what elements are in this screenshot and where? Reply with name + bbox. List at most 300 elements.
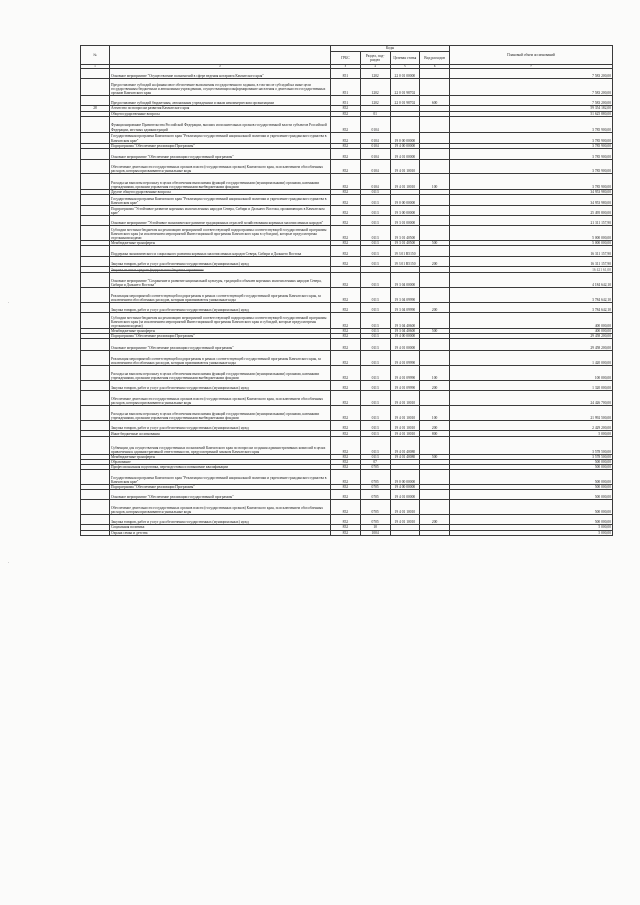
table-row — [81, 470, 613, 485]
table-row — [81, 194, 613, 205]
row-sum: 29 458 200,00 — [450, 339, 613, 351]
row-target: 19 3 04 09990 — [390, 287, 420, 302]
row-name — [110, 312, 331, 328]
row-exp-type: 200 — [420, 515, 450, 525]
row-grbs: 852 — [331, 159, 361, 173]
row-name-text: Межбюджетные трансферты — [111, 328, 155, 333]
row-name-text: Расходы на выплаты персоналу в целях обеспечения выполнения функций государственными (муниципальными) органами, казенными учреждениями, органами управления государственными внебюджетными фондами — [111, 371, 320, 380]
row-target: 19 4 01 10010 — [390, 431, 420, 437]
row-name-text: Закупка из иных средств федерального бюджета ограничено — [111, 267, 204, 272]
row-grbs: 852 — [331, 215, 361, 225]
row-section: 0113 — [360, 381, 390, 391]
row-exp-type: 500 — [420, 240, 450, 245]
row-section: 0705 — [360, 500, 390, 515]
row-target: 19 0 00 00000 — [390, 470, 420, 485]
row-grbs: 852 — [331, 431, 361, 437]
row-sum: 29 458 200,00 — [450, 333, 613, 338]
row-name-text: Основное мероприятие "Осуществление полномочий в сфере ведения нотариата Камчатского края" — [111, 74, 264, 79]
header-grbs: ГРБС — [331, 52, 361, 65]
row-target: 22 0 01 98702 — [390, 96, 420, 106]
row-name-text: Предоставление субсидий на финансовое обеспечение выполнения государственного задания, в том числе субсидий на иные цели государственным бюджетным и автономным учреждениям, осуществляющим информирование населения о деятельности государственных органов Камчатского края — [111, 83, 326, 96]
row-name — [110, 148, 331, 159]
row-target: 19 3 04 09990 — [390, 302, 420, 312]
row-name — [110, 173, 331, 189]
row-name — [110, 437, 331, 455]
row-target: 19 3 01 R5150 — [390, 245, 420, 256]
row-exp-type — [420, 194, 450, 205]
row-name-text: Функционирование Правительства Российской Федерации, высших исполнительных органов государственной власти субъектов Российской Федерации, местных администраций — [111, 123, 327, 132]
table-row — [81, 245, 613, 256]
row-target: 19 4 00 00000 — [390, 485, 420, 490]
row-name-text: Закупка товаров, работ и услуг для обеспечения государственных (муниципальных) нужд — [111, 385, 249, 390]
row-sum: 100 000,00 — [450, 366, 613, 381]
row-target: 19 4 01 00000 — [390, 490, 420, 500]
row-number — [81, 256, 110, 266]
row-exp-type — [420, 437, 450, 455]
scan-mark: · — [8, 560, 10, 565]
row-target: 22 0 01 00000 — [390, 69, 420, 79]
row-sum: 3 785 900,00 — [450, 148, 613, 159]
row-name — [110, 339, 331, 351]
row-grbs: 852 — [331, 173, 361, 189]
header-codes-group: Коды — [331, 46, 450, 52]
row-target: 19 4 00 00000 — [390, 143, 420, 148]
row-grbs: 852 — [331, 437, 361, 455]
row-name — [110, 194, 331, 205]
row-name — [110, 302, 331, 312]
row-sum: 3 785 900,00 — [450, 159, 613, 173]
row-grbs: 852 — [331, 225, 361, 240]
row-name-text: Агентство по вопросам развития Камчатского края — [111, 106, 190, 111]
row-grbs: 852 — [331, 500, 361, 515]
row-sum: 5 000,00 — [450, 431, 613, 437]
row-exp-type — [420, 312, 450, 328]
row-sum: 34 953 980,00 — [450, 189, 613, 194]
row-name-text: Поддержка экономического и социального развития коренных малочисленных народов Севера, Сибири и Дальнего Востока — [111, 251, 302, 256]
index-cell: 5 — [390, 65, 420, 69]
row-name — [110, 245, 331, 256]
row-number — [81, 287, 110, 302]
row-name-text: Иные бюджетные ассигнования — [111, 431, 160, 436]
row-exp-type — [420, 79, 450, 96]
row-grbs: 852 — [331, 132, 361, 143]
row-section: 0113 — [360, 205, 390, 215]
row-number — [81, 245, 110, 256]
row-grbs: 852 — [331, 485, 361, 490]
row-grbs: 852 — [331, 205, 361, 215]
row-exp-type — [420, 351, 450, 366]
row-section: 1202 — [360, 69, 390, 79]
row-name — [110, 366, 331, 381]
row-section: 0113 — [360, 421, 390, 431]
row-name — [110, 490, 331, 500]
row-exp-type: 200 — [420, 421, 450, 431]
row-exp-type — [420, 339, 450, 351]
row-target — [390, 530, 420, 535]
row-number — [81, 302, 110, 312]
row-target: 19 3 01 40500 — [390, 225, 420, 240]
index-cell: 7 — [450, 65, 613, 69]
row-exp-type: 200 — [420, 302, 450, 312]
row-name-text: Основное мероприятие "Сохранение и развитие национальной культуры, традиций и обычаев коренных малочисленных народов Севера, Сибири и Дальнего Востока" — [111, 278, 322, 287]
table-row — [81, 381, 613, 391]
table-row — [81, 132, 613, 143]
row-name — [110, 391, 331, 406]
row-section: 07 — [360, 460, 390, 465]
row-name-text: Закупка товаров, работ и услуг для обеспечения государственных (муниципальных) нужд — [111, 307, 249, 312]
table-row — [81, 312, 613, 328]
header-exp-type: Вид расходов — [420, 52, 450, 65]
row-target: 19 4 01 10010 — [390, 515, 420, 525]
header-section: Раздел, под-раздел — [360, 52, 390, 65]
row-name-text: Межбюджетные трансферты — [111, 240, 155, 245]
row-sum: 24 426 700,00 — [450, 391, 613, 406]
row-sum: 16 311 157,90 — [450, 245, 613, 256]
row-exp-type — [420, 470, 450, 485]
table-row — [81, 515, 613, 525]
row-sum: 3 578 500,00 — [450, 437, 613, 455]
row-exp-type: 500 — [420, 455, 450, 460]
row-sum: 5 000 000,00 — [450, 240, 613, 245]
row-sum: 500 000,00 — [450, 485, 613, 490]
row-exp-type — [420, 215, 450, 225]
row-sum: 5 000,00 — [450, 525, 613, 530]
header-no: № — [81, 46, 110, 65]
row-grbs: 852 — [331, 116, 361, 132]
row-sum: 1 420 000,00 — [450, 351, 613, 366]
header-target: Целевая статья — [390, 52, 420, 65]
table-row — [81, 490, 613, 500]
row-target: 19 4 01 10010 — [390, 391, 420, 406]
index-cell: 4 — [360, 65, 390, 69]
row-section: 0113 — [360, 406, 390, 421]
table-row — [81, 339, 613, 351]
row-sum: 3 785 900,00 — [450, 132, 613, 143]
row-exp-type — [420, 391, 450, 406]
row-target: 19 3 00 00000 — [390, 205, 420, 215]
row-exp-type: 100 — [420, 406, 450, 421]
row-sum: 400 000,00 — [450, 328, 613, 333]
row-name-text: Закупка товаров, работ и услуг для обеспечения государственных (муниципальных) нужд — [111, 425, 249, 430]
table-row — [81, 366, 613, 381]
row-grbs: 852 — [331, 421, 361, 431]
row-number — [81, 530, 110, 535]
row-target — [390, 116, 420, 132]
row-section: 0104 — [360, 116, 390, 132]
row-sum: 500 000,00 — [450, 465, 613, 470]
row-exp-type: 200 — [420, 256, 450, 266]
row-sum: 3 578 500,00 — [450, 455, 613, 460]
row-section: 0113 — [360, 215, 390, 225]
row-grbs: 852 — [331, 287, 361, 302]
table-row — [81, 256, 613, 266]
table-row — [81, 351, 613, 366]
row-number — [81, 272, 110, 287]
row-sum: 34 953 980,00 — [450, 194, 613, 205]
row-name — [110, 69, 331, 79]
row-grbs: 852 — [331, 525, 361, 530]
row-target: 19 3 01 R5150 — [390, 256, 420, 266]
table-row — [81, 421, 613, 431]
row-number — [81, 339, 110, 351]
row-grbs: 852 — [331, 455, 361, 460]
row-section: 0113 — [360, 302, 390, 312]
row-sum: 21 992 500,00 — [450, 406, 613, 421]
row-grbs: 852 — [331, 460, 361, 465]
row-grbs: 852 — [331, 240, 361, 245]
table-row — [81, 148, 613, 159]
row-exp-type — [420, 530, 450, 535]
row-name — [110, 351, 331, 366]
row-grbs: 852 — [331, 312, 361, 328]
row-sum: 2 429 200,00 — [450, 421, 613, 431]
row-name-text: Общегосударственные вопросы — [111, 111, 160, 116]
row-section: 0113 — [360, 256, 390, 266]
row-name-text: Субсидии местным бюджетам на реализацию мероприятий соответствующей подпрограммы соответствующей государственной программы Камчатского края (за исключением мероприятий Инвестиционной программы Камчатского края и субсидий, которые предусмотрены отдельными кодами) — [111, 315, 327, 328]
row-name-text: Основное мероприятие "Обеспечение реализации государственной программы" — [111, 495, 234, 500]
row-target: 19 4 01 09990 — [390, 381, 420, 391]
row-sum: 51 625 880,00 — [450, 111, 613, 116]
row-name-text: Основное мероприятие "Устойчивое экономическое развитие традиционных отраслей хозяйствования коренных малочисленных народов" — [111, 220, 324, 225]
row-sum: 1 320 000,00 — [450, 381, 613, 391]
row-grbs: 852 — [331, 406, 361, 421]
row-number — [81, 312, 110, 328]
row-name — [110, 515, 331, 525]
table-row — [81, 225, 613, 240]
row-target: 19 3 04 40600 — [390, 312, 420, 328]
row-section: 0113 — [360, 194, 390, 205]
row-name — [110, 500, 331, 515]
row-name-text: Профессиональная подготовка, переподготовка и повышение квалификации — [111, 465, 228, 470]
row-target: 19 4 01 09990 — [390, 351, 420, 366]
row-grbs: 852 — [331, 339, 361, 351]
row-section: 0113 — [360, 366, 390, 381]
row-grbs: 852 — [331, 351, 361, 366]
row-name-text: Обеспечение деятельности государственных органов власти (государственных органов) Камчатского края, за исключением обособленных расходов, которым присваиваются уникальные коды — [111, 506, 324, 515]
row-name-text: Подпрограмма "Устойчивое развитие коренных малочисленных народов Севера, Сибири и Дальнего Востока, проживающих в Камчатском крае" — [111, 206, 325, 215]
row-name-text: Охрана семьи и детства — [111, 530, 148, 535]
row-number — [81, 132, 110, 143]
row-target: 19 4 01 10010 — [390, 421, 420, 431]
table-row — [81, 69, 613, 79]
row-sum: 5 000 000,00 — [450, 225, 613, 240]
row-sum: 3 785 900,00 — [450, 143, 613, 148]
row-exp-type: 600 — [420, 96, 450, 106]
row-sum: 500 000,00 — [450, 460, 613, 465]
row-number — [81, 406, 110, 421]
header-sum: Плановый объем ассигнований — [450, 46, 613, 65]
table-row — [81, 500, 613, 515]
row-target: 19 3 01 40500 — [390, 240, 420, 245]
table-row — [81, 215, 613, 225]
row-target: 19 4 01 40080 — [390, 455, 420, 460]
row-number — [81, 79, 110, 96]
row-target: 19 3 01 00000 — [390, 215, 420, 225]
row-section: 0113 — [360, 287, 390, 302]
table-body — [81, 69, 613, 535]
table-row — [81, 159, 613, 173]
row-number — [81, 69, 110, 79]
row-number — [81, 96, 110, 106]
row-name-text: Обеспечение деятельности государственных органов власти (государственных органов) Камчатского края, за исключением обособленных расходов, которым присваиваются уникальные коды — [111, 164, 324, 173]
row-name-text: Основное мероприятие "Обеспечение реализации государственной программы" — [111, 345, 234, 350]
row-section: 0113 — [360, 189, 390, 194]
row-sum: 3 785 900,00 — [450, 116, 613, 132]
row-target: 19 4 01 10010 — [390, 159, 420, 173]
table-row — [81, 79, 613, 96]
row-section: 0705 — [360, 485, 390, 490]
row-target: 19 0 00 00000 — [390, 132, 420, 143]
row-exp-type — [420, 245, 450, 256]
row-name — [110, 381, 331, 391]
row-target: 19 4 01 10010 — [390, 173, 420, 189]
row-name — [110, 225, 331, 240]
row-grbs: 852 — [331, 381, 361, 391]
row-name — [110, 116, 331, 132]
row-number — [81, 215, 110, 225]
row-name-text: Подпрограмма "Обеспечение реализации Программы" — [111, 485, 195, 490]
index-cell: 2 — [110, 65, 331, 69]
row-grbs: 852 — [331, 366, 361, 381]
row-sum: 500 000,00 — [450, 515, 613, 525]
row-number — [81, 159, 110, 173]
row-name-text: Расходы на выплаты персоналу в целях обеспечения выполнения функций государственными (муниципальными) органами, казенными учреждениями, органами управления государственными внебюджетными фондами — [111, 411, 320, 420]
row-exp-type — [420, 69, 450, 79]
row-sum: 7 583 200,00 — [450, 79, 613, 96]
row-target: 19 4 01 09990 — [390, 366, 420, 381]
row-grbs: 852 — [331, 111, 361, 116]
row-number — [81, 470, 110, 485]
row-target: 19 4 01 00000 — [390, 148, 420, 159]
table-row — [81, 530, 613, 535]
row-target: 19 4 01 10010 — [390, 406, 420, 421]
table-row — [81, 287, 613, 302]
row-name — [110, 470, 331, 485]
row-name-text: Социальная политика — [111, 525, 145, 530]
budget-table — [80, 45, 613, 536]
row-number — [81, 116, 110, 132]
row-exp-type — [420, 225, 450, 240]
table-row — [81, 406, 613, 421]
row-section: 1202 — [360, 79, 390, 96]
row-name — [110, 132, 331, 143]
row-target: 19 3 04 40600 — [390, 328, 420, 333]
row-sum: 25 495 800,00 — [450, 205, 613, 215]
row-name-text: Субвенции для осуществления государственных полномочий Камчатского края по вопросам создания административных комиссий в целях привлечения к административной ответственности, предусмотренной законом Камчатского края — [111, 445, 326, 454]
row-section: 0113 — [360, 240, 390, 245]
row-grbs: 852 — [331, 328, 361, 333]
row-name — [110, 530, 331, 535]
row-name-text: Межбюджетные трансферты — [111, 455, 155, 460]
row-number — [81, 437, 110, 455]
row-name-text: Государственная программа Камчатского края "Реализация государственной национальной политики и укрепление гражданского единства в Камчатском крае" — [111, 476, 327, 485]
row-exp-type — [420, 287, 450, 302]
row-section: 0705 — [360, 490, 390, 500]
row-exp-type: 100 — [420, 366, 450, 381]
row-grbs: 852 — [331, 333, 361, 338]
row-section: 0104 — [360, 159, 390, 173]
row-section: 0113 — [360, 339, 390, 351]
row-name-text: Государственная программа Камчатского края "Реализация государственной национальной политики и укрепление гражданского единства в Камчатском крае" — [111, 196, 327, 205]
row-target: 19 4 00 00000 — [390, 333, 420, 338]
row-name-text: Подпрограмма "Обеспечение реализации Программы" — [111, 143, 195, 148]
row-name-text: Предоставление субсидий бюджетным, автономным учреждениям и иным некоммерческим организациям — [111, 101, 274, 106]
row-target: 19 3 04 00000 — [390, 272, 420, 287]
row-grbs: 852 — [331, 256, 361, 266]
index-cell: 1 — [81, 65, 110, 69]
row-target: 19 0 00 00000 — [390, 194, 420, 205]
row-number — [81, 194, 110, 205]
row-name — [110, 421, 331, 431]
row-grbs: 852 — [331, 470, 361, 485]
row-section: 0104 — [360, 148, 390, 159]
row-name — [110, 159, 331, 173]
index-cell: 6 — [420, 65, 450, 69]
row-grbs: 852 — [331, 465, 361, 470]
row-section: 0113 — [360, 245, 390, 256]
row-name-text: Субсидии местным бюджетам на реализацию мероприятий соответствующей подпрограммы соответствующей государственной программы Камчатского края (за исключением мероприятий Инвестиционной программы Камчатского края в субсидии), которые предусмотрены отдельными кодами — [111, 227, 327, 240]
table-row — [81, 96, 613, 106]
row-grbs: 852 — [331, 143, 361, 148]
row-section: 0705 — [360, 515, 390, 525]
row-target: 19 4 01 10010 — [390, 500, 420, 515]
row-name-text: Образование — [111, 460, 131, 465]
row-name-text: Реализация мероприятий соответствующей подпрограммы в рамках соответствующей государственной программы Камчатского края, за исключением обособленных расходов, которым присваиваются уникальные коды — [111, 356, 321, 365]
row-sum: 3 784 642,10 — [450, 302, 613, 312]
row-sum: 16 421 61,00 — [450, 266, 613, 272]
row-section: 0113 — [360, 437, 390, 455]
row-exp-type — [420, 159, 450, 173]
row-number: 28 — [81, 106, 110, 111]
row-exp-type — [420, 148, 450, 159]
row-name-text: Закупка товаров, работ и услуг для обеспечения государственных (муниципальных) нужд — [111, 261, 249, 266]
row-section: 01 — [360, 111, 390, 116]
row-sum: 7 583 200,00 — [450, 69, 613, 79]
row-number — [81, 205, 110, 215]
row-number — [81, 421, 110, 431]
row-grbs: 852 — [331, 189, 361, 194]
row-section: 0705 — [360, 465, 390, 470]
row-name-text: Государственная программа Камчатского края "Реализация государственной национальной политики и укрепление гражданского единства в Камчатском крае" — [111, 134, 327, 143]
row-target: 22 0 01 98702 — [390, 79, 420, 96]
row-sum: 5 000,00 — [450, 530, 613, 535]
row-number — [81, 366, 110, 381]
row-grbs: 852 — [331, 515, 361, 525]
row-sum: 16 311 157,90 — [450, 256, 613, 266]
row-exp-type — [420, 116, 450, 132]
row-section: 0104 — [360, 132, 390, 143]
row-name — [110, 96, 331, 106]
table-row — [81, 272, 613, 287]
table-row — [81, 205, 613, 215]
row-name — [110, 406, 331, 421]
row-name-text: Расходы на выплаты персоналу в целях обеспечения выполнения функций государственными (муниципальными) органами, казенными учреждениями, органами управления государственными внебюджетными фондами — [111, 180, 320, 189]
row-grbs: 852 — [331, 272, 361, 287]
row-grbs: 851 — [331, 69, 361, 79]
row-name-text: Другие общегосударственные вопросы — [111, 189, 171, 194]
row-number — [81, 515, 110, 525]
row-name-text: Закупка товаров, работ и услуг для обеспечения государственных (муниципальных) нужд — [111, 520, 249, 525]
table-row — [81, 437, 613, 455]
row-number — [81, 351, 110, 366]
row-sum: 500 000,00 — [450, 500, 613, 515]
row-section: 0113 — [360, 312, 390, 328]
row-exp-type: 800 — [420, 431, 450, 437]
table-row — [81, 302, 613, 312]
row-number — [81, 173, 110, 189]
row-grbs: 851 — [331, 96, 361, 106]
row-exp-type — [420, 132, 450, 143]
